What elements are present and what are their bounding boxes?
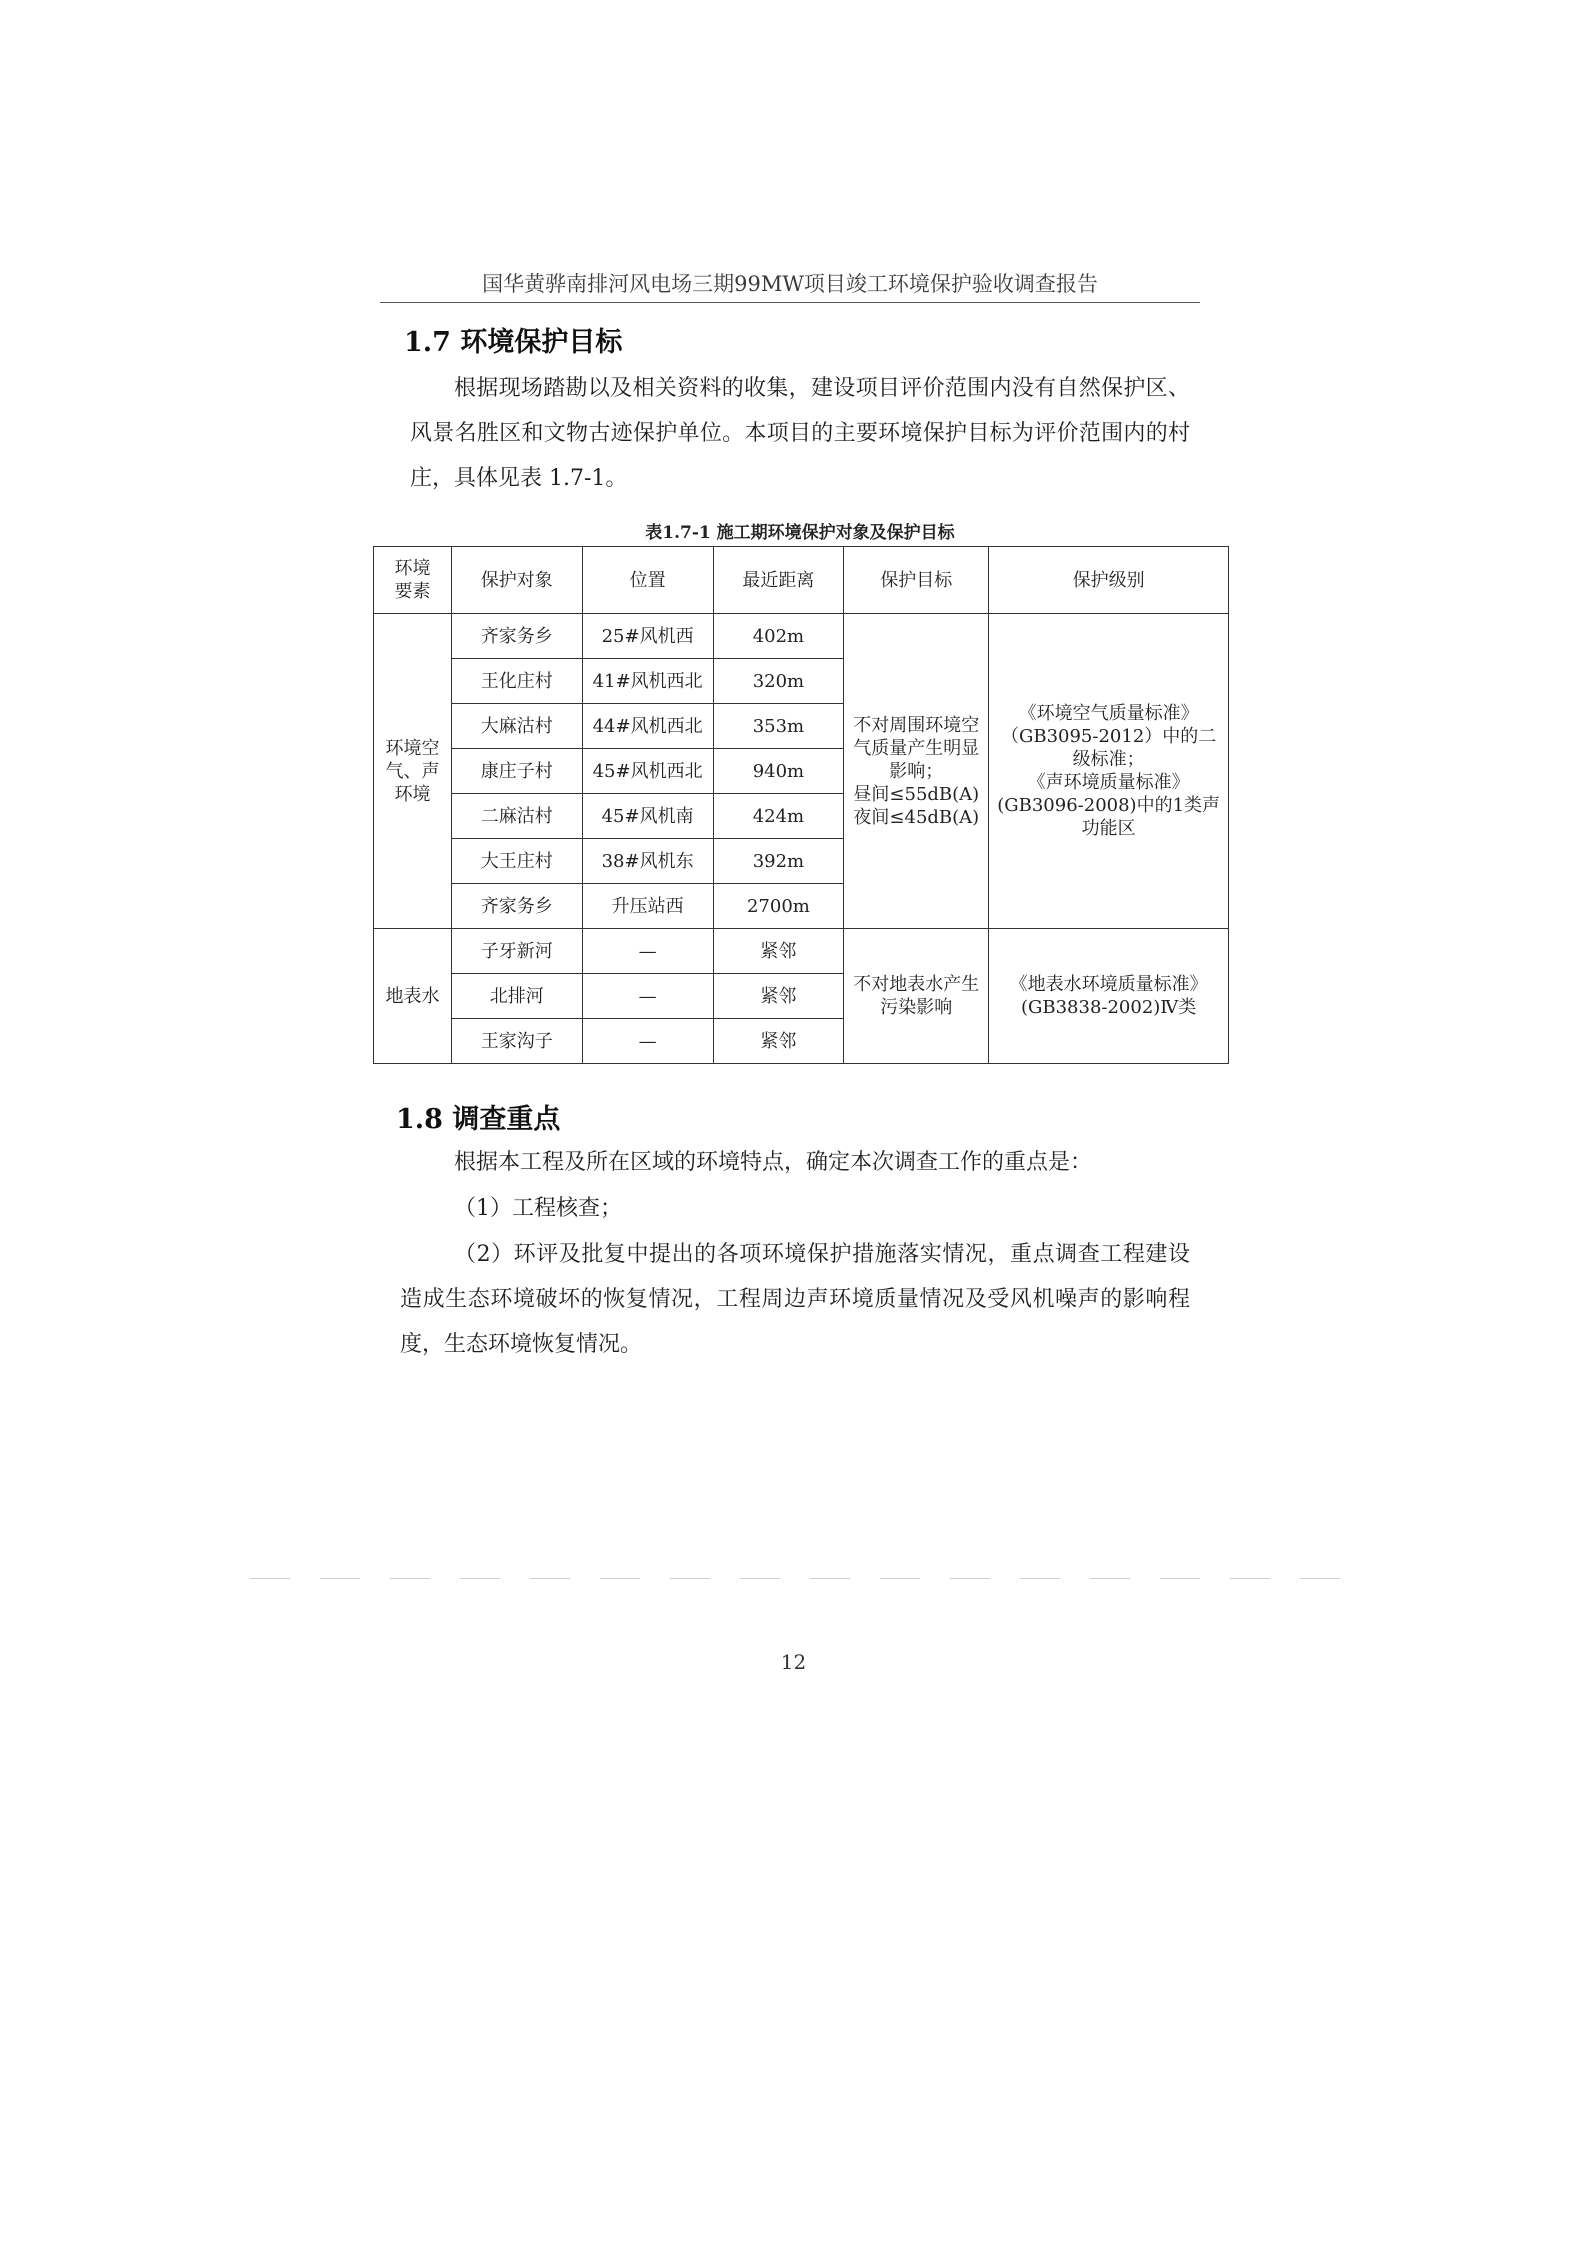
header-cell: 位置 bbox=[582, 547, 713, 614]
object-cell: 大王庄村 bbox=[451, 839, 582, 884]
location-cell: — bbox=[582, 1019, 713, 1064]
level-cell: 《地表水环境质量标准》 (GB3838-2002)Ⅳ类 bbox=[989, 929, 1229, 1064]
location-cell: 25#风机西 bbox=[582, 614, 713, 659]
section-heading-1-7: 1.7 环境保护目标 bbox=[404, 327, 623, 358]
location-cell: 升压站西 bbox=[582, 884, 713, 929]
object-cell: 齐家务乡 bbox=[451, 884, 582, 929]
page-number: 12 bbox=[780, 1650, 807, 1674]
list-item-measures-check: （2）环评及批复中提出的各项环境保护措施落实情况，重点调查工程建设造成生态环境破坏的恢复情况，工程周边声环境质量情况及受风机噪声的影响程度，生态环境恢复情况。 bbox=[400, 1242, 1190, 1357]
distance-cell: 424m bbox=[713, 794, 844, 839]
distance-cell: 紧邻 bbox=[713, 1019, 844, 1064]
page-header: 国华黄骅南排河风电场三期99MW项目竣工环境保护验收调查报告 bbox=[380, 268, 1200, 303]
location-cell: 41#风机西北 bbox=[582, 659, 713, 704]
location-cell: 45#风机南 bbox=[582, 794, 713, 839]
distance-cell: 320m bbox=[713, 659, 844, 704]
location-cell: 45#风机西北 bbox=[582, 749, 713, 794]
object-cell: 二麻沽村 bbox=[451, 794, 582, 839]
location-cell: 38#风机东 bbox=[582, 839, 713, 884]
object-cell: 大麻沽村 bbox=[451, 704, 582, 749]
env-element-cell: 环境空 气、声 环境 bbox=[374, 614, 452, 929]
distance-cell: 353m bbox=[713, 704, 844, 749]
table-row bbox=[374, 614, 1229, 659]
distance-cell: 402m bbox=[713, 614, 844, 659]
paragraph-survey-intro: 根据本工程及所在区域的环境特点，确定本次调查工作的重点是： bbox=[454, 1150, 1093, 1175]
object-cell: 王化庄村 bbox=[451, 659, 582, 704]
object-cell: 子牙新河 bbox=[451, 929, 582, 974]
distance-cell: 940m bbox=[713, 749, 844, 794]
paragraph-protection-targets: 根据现场踏勘以及相关资料的收集，建设项目评价范围内没有自然保护区、风景名胜区和文物古迹保护单位。本项目的主要环境保护目标为评价范围内的村庄，具体见表 1.7-1。 bbox=[410, 376, 1190, 491]
object-cell: 齐家务乡 bbox=[451, 614, 582, 659]
object-cell: 王家沟子 bbox=[451, 1019, 582, 1064]
list-item-engineering-check: （1）工程核查； bbox=[454, 1196, 622, 1221]
distance-cell: 紧邻 bbox=[713, 929, 844, 974]
location-cell: — bbox=[582, 974, 713, 1019]
target-cell: 不对地表水产生 污染影响 bbox=[844, 929, 989, 1064]
env-element-cell: 地表水 bbox=[374, 929, 452, 1064]
header-cell: 保护级别 bbox=[989, 547, 1229, 614]
table-header-row bbox=[374, 547, 1229, 614]
scan-artifact-line bbox=[250, 1578, 1340, 1579]
distance-cell: 2700m bbox=[713, 884, 844, 929]
location-cell: 44#风机西北 bbox=[582, 704, 713, 749]
table-caption: 表1.7-1 施工期环境保护对象及保护目标 bbox=[645, 523, 955, 543]
object-cell: 康庄子村 bbox=[451, 749, 582, 794]
location-cell: — bbox=[582, 929, 713, 974]
table-row bbox=[374, 929, 1229, 974]
protection-table bbox=[373, 546, 1229, 1064]
section-heading-1-8: 1.8 调查重点 bbox=[396, 1104, 561, 1135]
header-cell: 最近距离 bbox=[713, 547, 844, 614]
header-cell: 环境 要素 bbox=[374, 547, 452, 614]
object-cell: 北排河 bbox=[451, 974, 582, 1019]
level-cell: 《环境空气质量标准》 （GB3095-2012）中的二 级标准； 《声环境质量标准》 (GB3096-2008)中的1类声 功能区 bbox=[989, 614, 1229, 929]
header-cell: 保护对象 bbox=[451, 547, 582, 614]
target-cell: 不对周围环境空 气质量产生明显 影响； 昼间≤55dB(A) 夜间≤45dB(A) bbox=[844, 614, 989, 929]
header-cell: 保护目标 bbox=[844, 547, 989, 614]
distance-cell: 紧邻 bbox=[713, 974, 844, 1019]
distance-cell: 392m bbox=[713, 839, 844, 884]
